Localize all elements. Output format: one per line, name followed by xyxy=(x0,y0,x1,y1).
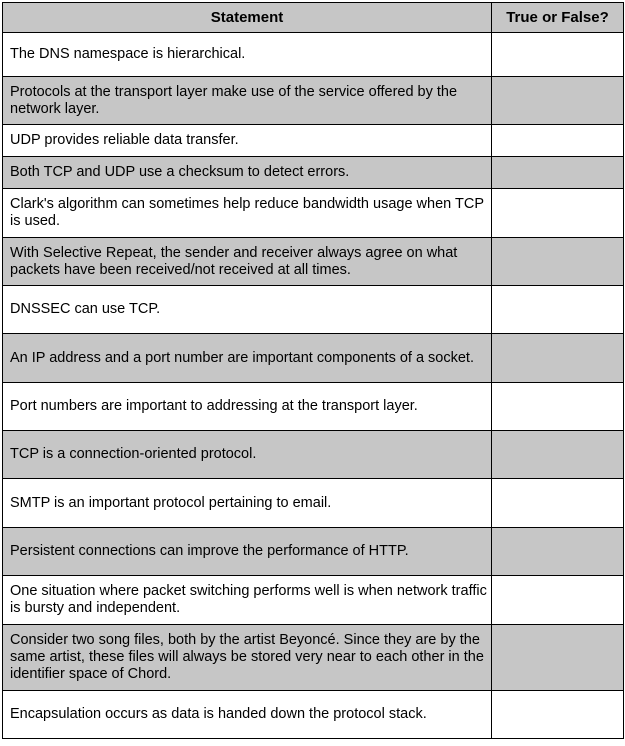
statement-cell: Clark's algorithm can sometimes help reduce bandwidth usage when TCP is used. xyxy=(3,189,492,238)
answer-cell[interactable] xyxy=(492,691,624,739)
answer-cell[interactable] xyxy=(492,334,624,383)
answer-cell[interactable] xyxy=(492,286,624,334)
table-row xyxy=(3,576,624,625)
table-row xyxy=(3,77,624,125)
table-row xyxy=(3,33,624,77)
statement-cell: An IP address and a port number are important components of a socket. xyxy=(3,334,492,383)
statement-cell: The DNS namespace is hierarchical. xyxy=(3,33,492,77)
header-row xyxy=(3,3,624,33)
answer-cell[interactable] xyxy=(492,157,624,189)
answer-cell[interactable] xyxy=(492,125,624,157)
answer-cell[interactable] xyxy=(492,576,624,625)
table-row xyxy=(3,125,624,157)
table-row xyxy=(3,528,624,576)
statement-cell: Consider two song files, both by the artist Beyoncé. Since they are by the same artist, these files will always be stored very near to each other in the identifier space of Chord. xyxy=(3,625,492,691)
table-row xyxy=(3,625,624,691)
statement-cell: Persistent connections can improve the performance of HTTP. xyxy=(3,528,492,576)
table-row xyxy=(3,189,624,238)
answer-header: True or False? xyxy=(492,3,624,33)
statement-cell: UDP provides reliable data transfer. xyxy=(3,125,492,157)
table-row xyxy=(3,238,624,286)
statement-cell: TCP is a connection-oriented protocol. xyxy=(3,431,492,479)
answer-cell[interactable] xyxy=(492,383,624,431)
statement-cell: Port numbers are important to addressing at the transport layer. xyxy=(3,383,492,431)
table-row xyxy=(3,431,624,479)
answer-cell[interactable] xyxy=(492,431,624,479)
table-row xyxy=(3,157,624,189)
table-row xyxy=(3,691,624,739)
answer-cell[interactable] xyxy=(492,625,624,691)
true-false-table xyxy=(2,2,624,739)
answer-cell[interactable] xyxy=(492,77,624,125)
statement-header: Statement xyxy=(3,3,492,33)
answer-cell[interactable] xyxy=(492,528,624,576)
statement-cell: DNSSEC can use TCP. xyxy=(3,286,492,334)
table-row xyxy=(3,383,624,431)
table-row xyxy=(3,479,624,528)
statement-cell: Both TCP and UDP use a checksum to detect errors. xyxy=(3,157,492,189)
statement-cell: Protocols at the transport layer make use of the service offered by the network layer. xyxy=(3,77,492,125)
statement-cell: One situation where packet switching performs well is when network traffic is bursty and independent. xyxy=(3,576,492,625)
answer-cell[interactable] xyxy=(492,33,624,77)
table-row xyxy=(3,286,624,334)
statement-cell: SMTP is an important protocol pertaining to email. xyxy=(3,479,492,528)
answer-cell[interactable] xyxy=(492,479,624,528)
answer-cell[interactable] xyxy=(492,189,624,238)
answer-cell[interactable] xyxy=(492,238,624,286)
table-row xyxy=(3,334,624,383)
statement-cell: With Selective Repeat, the sender and receiver always agree on what packets have been received/not received at all times. xyxy=(3,238,492,286)
statement-cell: Encapsulation occurs as data is handed down the protocol stack. xyxy=(3,691,492,739)
